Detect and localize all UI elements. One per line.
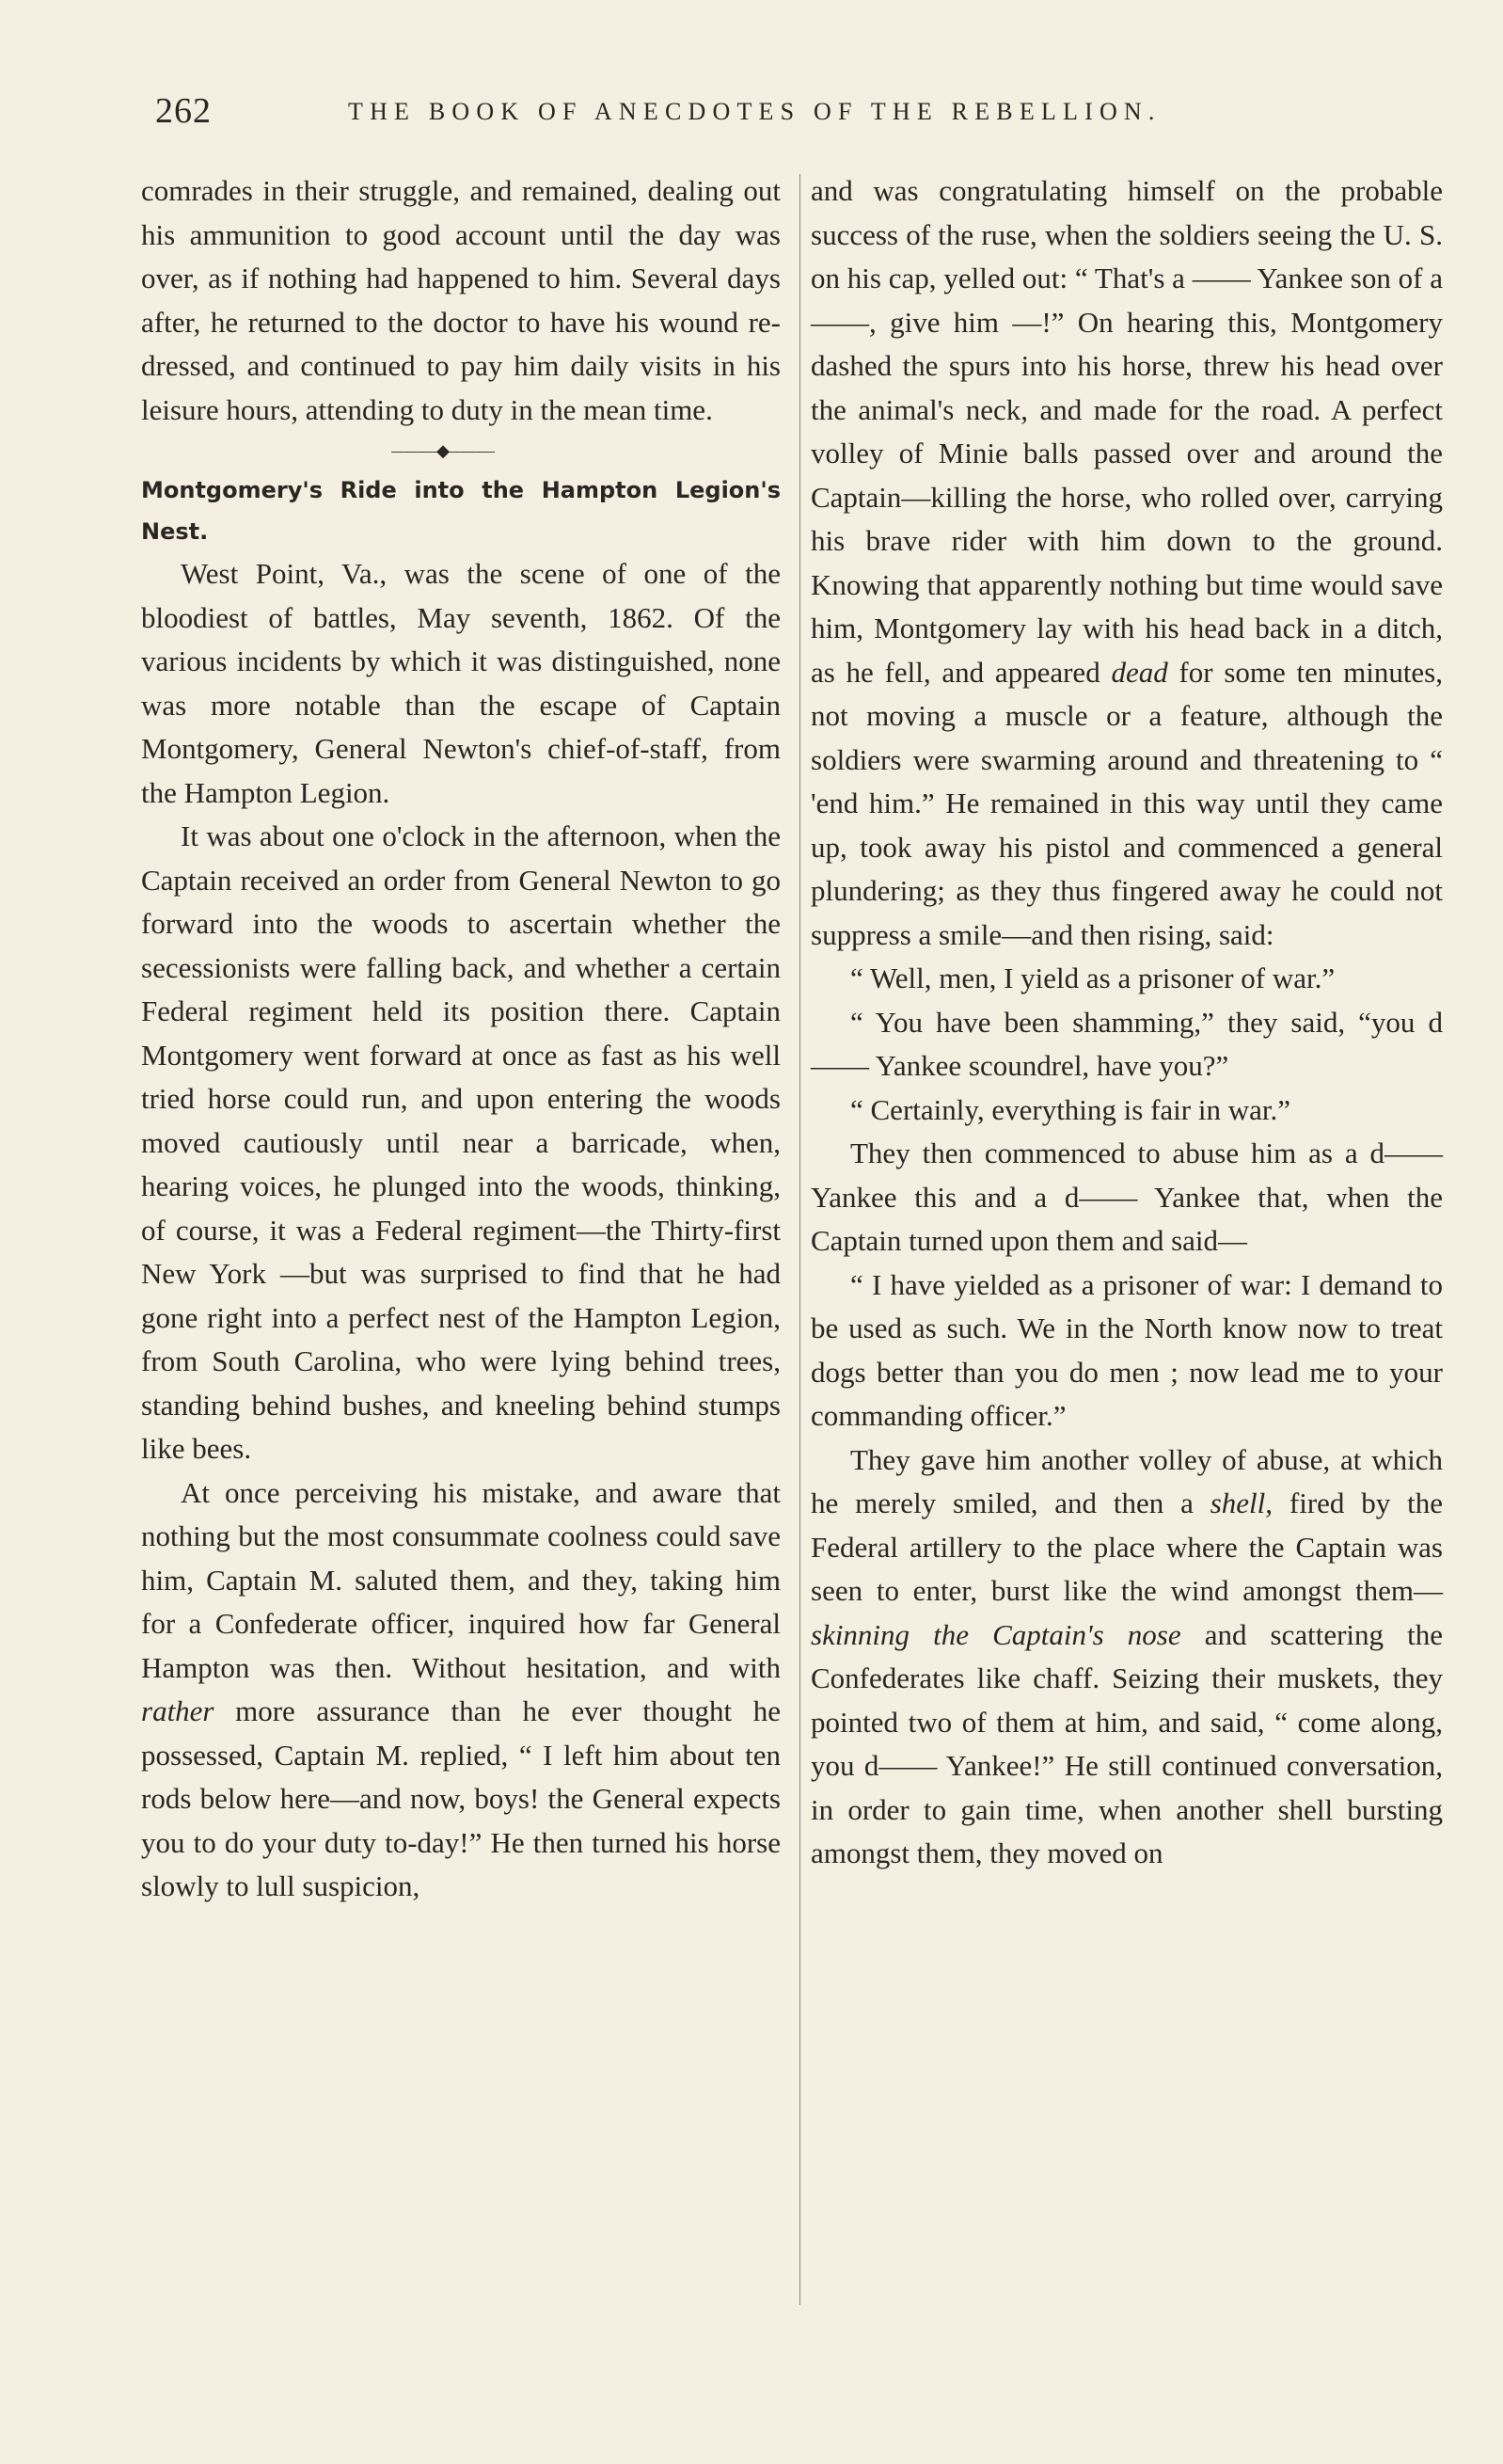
paragraph: “ Well, men, I yield as a prisoner of war.” bbox=[850, 962, 1336, 994]
paragraph: “ You have been shamming,” they said, “you d—— Yankee scoundrel, have you?” bbox=[811, 1005, 1443, 1082]
section-divider: ———◆——— bbox=[391, 441, 493, 460]
paragraph: West Point, Va., was the scene of one of the bloodiest of battles, May seventh, 1862. Of the various incidents by which it was distinguished, none was more notable than the escape of Captain Montgomery, General Newton's chief-of-staff, from the Hampton Legion. bbox=[141, 557, 781, 809]
paragraph: They then commenced to abuse him as a d—— Yankee this and a d—— Yankee that, when the Captain turned upon them and said— bbox=[811, 1137, 1443, 1257]
text-run: They gave him another volley of abuse, at which he merely smiled, and then a bbox=[811, 1442, 1443, 1519]
text-run: At once perceiving his mistake, and aware that nothing but the most consummate coolness could save him, Captain M. saluted them, and they, taking him for a Confederate officer, inquired how far General Hampton was then. Without hesitation, and with bbox=[141, 1475, 781, 1684]
column-rule bbox=[799, 174, 800, 2305]
emphasis: skinning the Captain's nose bbox=[811, 1617, 1181, 1651]
emphasis: rather bbox=[141, 1694, 214, 1727]
text-run: for some ten minutes, not moving a muscle or a feature, although the soldiers were swarming around and threatening to “ 'end him.” He remained in this way until they came up, took away his pistol and commenced a general plundering; as they thus fingered away he could not suppress a smile—and then rising, said: bbox=[811, 655, 1443, 951]
page-header bbox=[155, 90, 1293, 137]
emphasis: shell, bbox=[1210, 1486, 1274, 1519]
paragraph: “ Certainly, everything is fair in war.” bbox=[850, 1092, 1290, 1126]
emphasis: dead bbox=[1111, 655, 1168, 689]
page-number: 262 bbox=[155, 91, 212, 131]
text-run: and scattering the Confederates like chaff. Seizing their muskets, they pointed two of them at him, and said, “ come along, you d—— Yankee!” He still continued conversation, in order to gain time, when another shell bursting amongst them, they moved on bbox=[811, 1617, 1444, 1869]
paragraph: “ I have yielded as a prisoner of war: I demand to be used as such. We in the North know now to treat dogs better than you do men ; now lead me to your commanding officer.” bbox=[811, 1267, 1443, 1432]
section-heading: Montgomery's Ride into the Hampton Legion's Nest. bbox=[141, 477, 781, 545]
right-column bbox=[811, 169, 1443, 1876]
paragraph bbox=[811, 1439, 1443, 1876]
paragraph-continued: comrades in their struggle, and remained, dealing out his ammunition to good account until the day was over, as if nothing had happened to him. Several days after, he returned to the doctor to have his wound re-dressed, and continued to pay him daily visits in his leisure hours, attending to duty in the mean time. bbox=[141, 174, 781, 426]
text-run: more assurance than he ever thought he possessed, Captain M. replied, “ I left him about ten rods below here—and now, boys! the General expects you to do your duty to-day!” He then turned his horse slowly to lull suspicion, bbox=[141, 1694, 781, 1902]
paragraph bbox=[141, 1471, 781, 1909]
paragraph: It was about one o'clock in the afternoon, when the Captain received an order from General Newton to go forward into the woods to ascertain whether the secessionists were falling back, and whether a certain Federal regiment held its position there. Captain Montgomery went forward at once as fast as his well tried horse could run, and upon entering the woods moved cautiously until near a barricade, when, hearing voices, he plunged into the woods, thinking, of course, it was a Federal regiment—the Thirty-first New York —but was surprised to find that he had gone right into a perfect nest of the Hampton Legion, from South Carolina, who were lying behind trees, standing behind bushes, and kneeling behind stumps like bees. bbox=[141, 819, 781, 1465]
text-run: and was congratulating himself on the probable success of the ruse, when the soldiers seeing the U. S. on his cap, yelled out: “ That's a —— Yankee son of a ——, give him —!” On hearing this, Montgomery dashed the spurs into his horse, threw his head over the animal's neck, and made for the road. A perfect volley of Minie balls passed over and around the Captain—killing the horse, who rolled over, carrying his brave rider with him down to the ground. Knowing that apparently nothing but time would save him, Montgomery lay with his head back in a ditch, as he fell, and appeared bbox=[811, 174, 1443, 689]
paragraph-continued bbox=[811, 169, 1443, 957]
text-run: fired by the Federal artillery to the place where the Captain was seen to enter, burst like the wind amongst them— bbox=[811, 1486, 1443, 1607]
running-head: THE BOOK OF ANECDOTES OF THE REBELLION. bbox=[348, 98, 1162, 125]
left-column bbox=[141, 169, 781, 1909]
